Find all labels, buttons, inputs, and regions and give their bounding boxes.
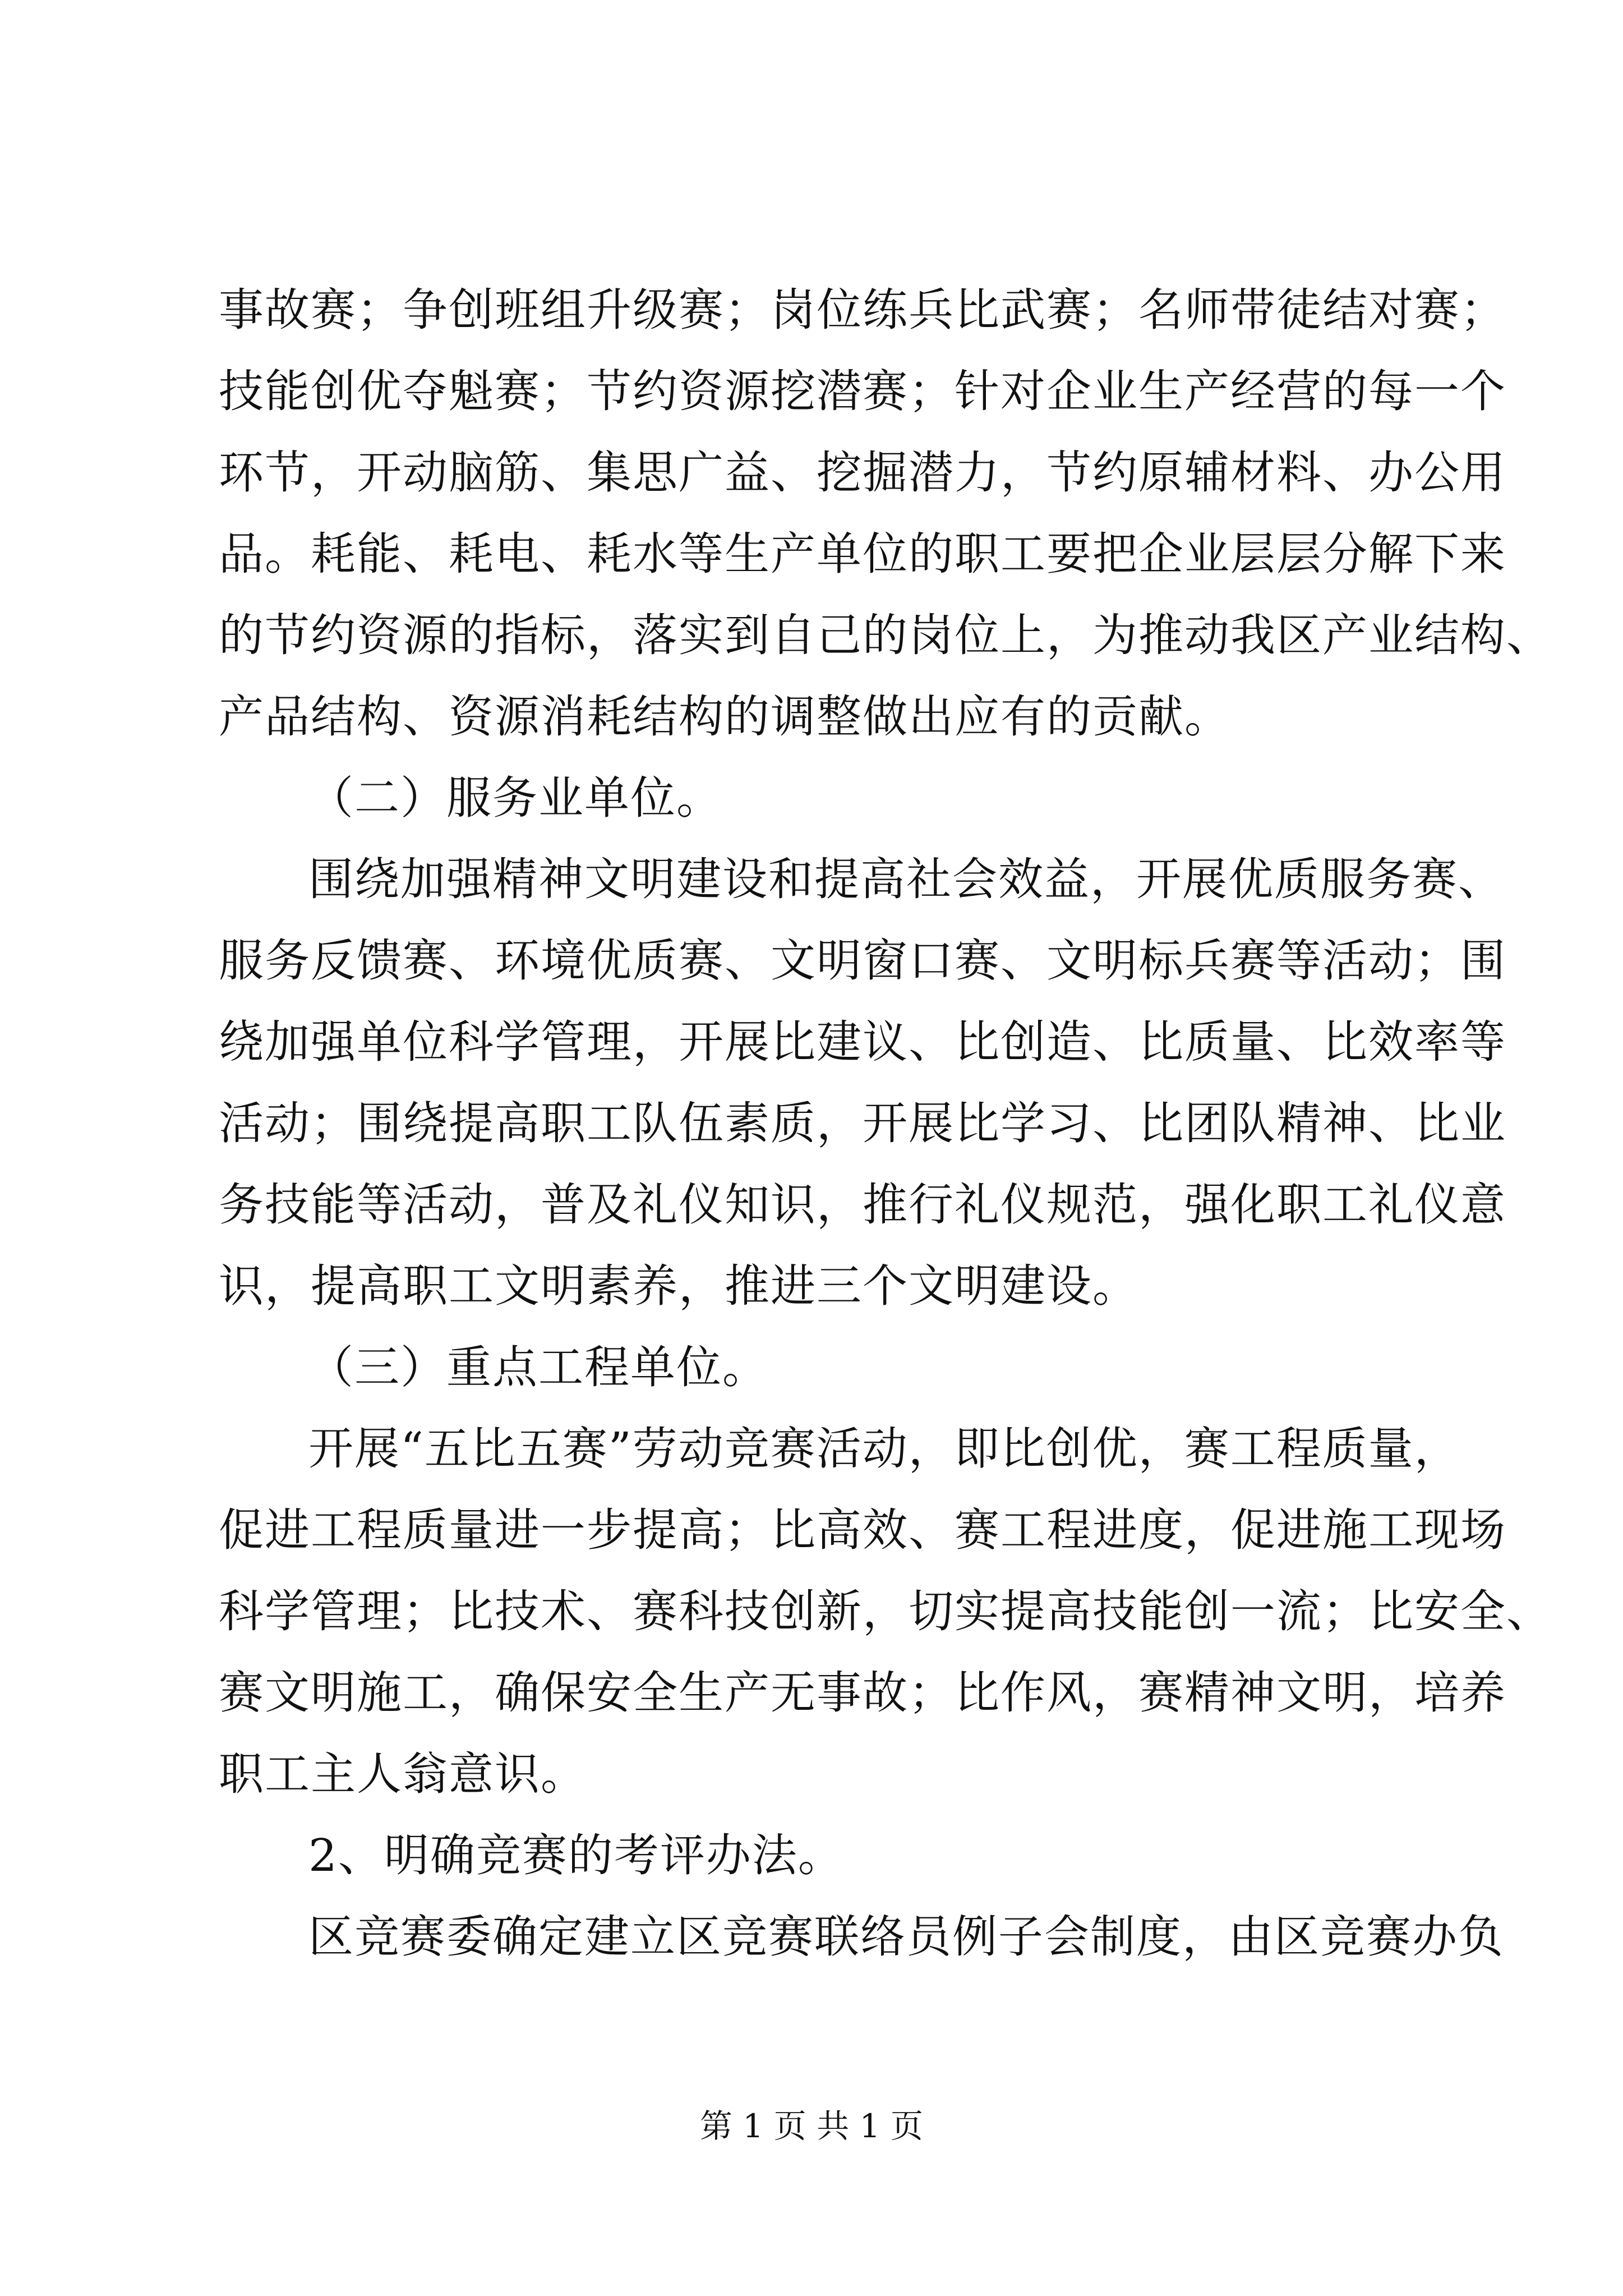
body-line: 活动；围绕提高职工队伍素质，开展比学习、比团队精神、比业 [219, 1097, 1506, 1149]
body-line: 的节约资源的指标，落实到自己的岗位上，为推动我区产业结构、 [219, 609, 1552, 661]
body-line: 务技能等活动，普及礼仪知识，推行礼仪规范，强化职工礼仪意 [219, 1179, 1506, 1231]
body-line: 科学管理；比技术、赛科技创新，切实提高技能创一流；比安全、 [219, 1585, 1552, 1637]
paragraph-first-line: 开展“五比五赛”劳动竞赛活动，即比创优，赛工程质量， [308, 1423, 1460, 1475]
page-number-label: 第 1 页 共 1 页 [700, 2107, 923, 2145]
body-line: 绕加强单位科学管理，开展比建议、比创造、比质量、比效率等 [219, 1016, 1506, 1068]
page-footer [0, 2106, 1623, 2146]
section-heading: （三）重点工程单位。 [308, 1341, 768, 1393]
paragraph-first-line: 围绕加强精神文明建设和提高社会效益，开展优质服务赛、 [308, 853, 1504, 905]
body-line: 技能创优夺魁赛；节约资源挖潜赛；针对企业生产经营的每一个 [219, 365, 1506, 417]
body-line: 产品结构、资源消耗结构的调整做出应有的贡献。 [219, 691, 1230, 743]
body-line: 品。耗能、耗电、耗水等生产单位的职工要把企业层层分解下来 [219, 528, 1506, 580]
body-line: 服务反馈赛、环境优质赛、文明窗口赛、文明标兵赛等活动；围 [219, 935, 1506, 987]
section-heading: （二）服务业单位。 [308, 772, 722, 824]
body-line: 环节，开动脑筋、集思广益、挖掘潜力，节约原辅材料、办公用 [219, 447, 1506, 499]
document-body [219, 269, 1552, 1977]
paragraph-first-line: 区竞赛委确定建立区竞赛联络员例子会制度，由区竞赛办负 [308, 1911, 1504, 1963]
body-line: 赛文明施工，确保安全生产无事故；比作风，赛精神文明，培养 [219, 1667, 1506, 1719]
section-heading: 2、明确竞赛的考评办法。 [308, 1829, 844, 1881]
body-line: 职工主人翁意识。 [219, 1748, 587, 1800]
body-line: 识，提高职工文明素养，推进三个文明建设。 [219, 1260, 1138, 1312]
body-line: 事故赛；争创班组升级赛；岗位练兵比武赛；名师带徒结对赛； [219, 284, 1506, 336]
body-line: 促进工程质量进一步提高；比高效、赛工程进度，促进施工现场 [219, 1504, 1506, 1556]
